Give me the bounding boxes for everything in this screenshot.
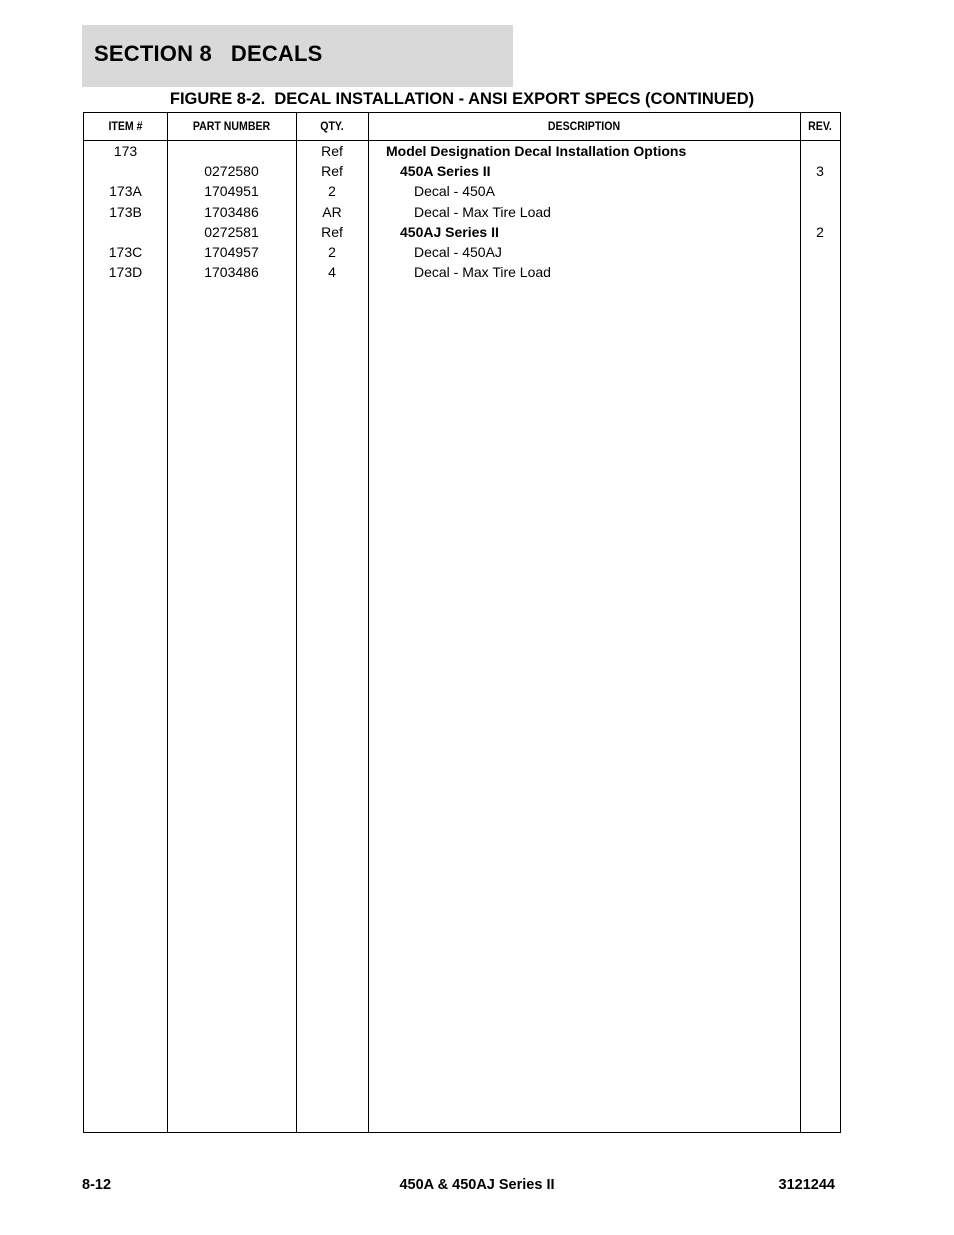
revision: 3 <box>816 163 824 180</box>
table-row <box>84 140 840 160</box>
table-row <box>84 241 840 261</box>
description: Model Designation Decal Installation Options <box>386 143 687 159</box>
figure-title: FIGURE 8-2. DECAL INSTALLATION - ANSI EXPORT SPECS (CONTINUED) <box>169 90 755 108</box>
header-part-number: PART NUMBER <box>192 119 271 133</box>
header-qty: QTY. <box>320 119 344 133</box>
section-title: SECTION 8 DECALS <box>94 41 323 66</box>
quantity: 2 <box>328 183 336 200</box>
part-number: 0272580 <box>204 163 259 180</box>
table-row <box>84 160 840 180</box>
part-number: 0272581 <box>204 223 259 240</box>
item-number: 173A <box>109 183 142 200</box>
header-item: ITEM # <box>108 119 143 133</box>
item-number: 173D <box>108 264 143 281</box>
description: Decal - 450A <box>414 183 495 200</box>
quantity: Ref <box>321 143 343 159</box>
model-name: 450A & 450AJ Series II <box>399 1177 555 1193</box>
quantity: Ref <box>321 223 343 240</box>
quantity: 2 <box>328 243 336 260</box>
header-description: DESCRIPTION <box>547 119 621 133</box>
revision: 2 <box>816 223 824 240</box>
header-rev: REV. <box>808 119 832 133</box>
page-number: 8-12 <box>82 1177 112 1193</box>
table-body <box>84 140 840 281</box>
table-row <box>84 180 840 200</box>
quantity: Ref <box>321 163 343 180</box>
quantity: 4 <box>328 264 336 281</box>
description: Decal - 450AJ <box>414 243 502 260</box>
item-number: 173B <box>109 203 142 220</box>
description: Decal - Max Tire Load <box>414 203 551 220</box>
description: Decal - Max Tire Load <box>414 264 551 281</box>
item-number: 173 <box>113 143 138 159</box>
quantity: AR <box>322 203 342 220</box>
document-number: 3121244 <box>778 1177 835 1193</box>
description: 450AJ Series II <box>400 223 499 240</box>
parts-table <box>83 112 841 1133</box>
table-row <box>84 221 840 241</box>
table-row <box>84 201 840 221</box>
table-row <box>84 261 840 281</box>
part-number: 1704951 <box>204 183 259 200</box>
description: 450A Series II <box>400 163 491 180</box>
section-banner <box>82 25 513 87</box>
part-number: 1703486 <box>204 264 259 281</box>
item-number: 173C <box>108 243 143 260</box>
part-number: 1704957 <box>204 243 259 260</box>
part-number: 1703486 <box>204 203 259 220</box>
